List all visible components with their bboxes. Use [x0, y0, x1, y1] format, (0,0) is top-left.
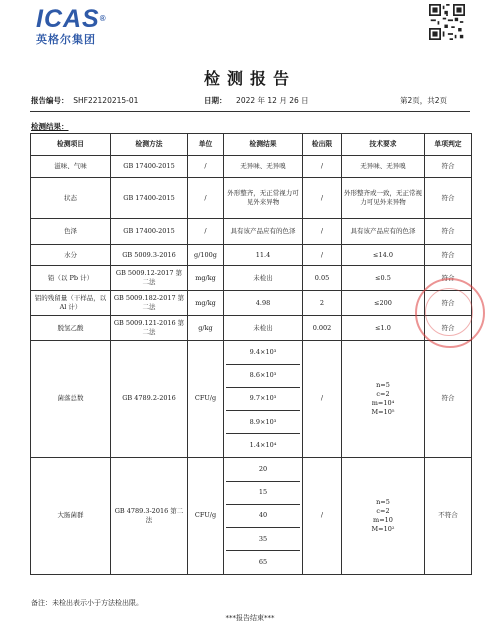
header-cell: 单位	[188, 134, 224, 156]
method-cell: GB 17400-2015	[111, 156, 188, 178]
section-label: 检测结果：	[31, 122, 69, 131]
header-cell: 检测项目	[31, 134, 111, 156]
requirement-cell: 无异味、无异嗅	[342, 156, 425, 178]
result-value: 40	[226, 504, 300, 527]
result-cell: 未检出	[224, 266, 303, 291]
requirement-cell: 外形整齐或一致，无正常视力可见外来异物	[342, 178, 425, 219]
method-cell: GB 4789.3-2016 第二法	[111, 457, 188, 574]
result-cell: 无异味、无异嗅	[224, 156, 303, 178]
verdict-cell: 符合	[425, 219, 472, 245]
item-cell: 菌落总数	[31, 341, 111, 458]
table-row	[31, 316, 472, 341]
item-cell: 色泽	[31, 219, 111, 245]
method-cell: GB 5009.3-2016	[111, 245, 188, 266]
table-row	[31, 178, 472, 219]
unit-cell: /	[188, 178, 224, 219]
result-value: 8.6×10³	[226, 364, 300, 387]
item-cell: 铅（以 Pb 计）	[31, 266, 111, 291]
footnote: 备注：未检出表示小于方法检出限。	[31, 599, 143, 607]
result-cell: 未检出	[224, 316, 303, 341]
report-date: 日期： 2022 年 12 月 26 日	[204, 96, 309, 105]
table-row-colony	[31, 341, 472, 458]
table-row	[31, 156, 472, 178]
unit-cell: CFU/g	[188, 341, 224, 458]
result-cell: 11.4	[224, 245, 303, 266]
limit-cell: /	[303, 178, 342, 219]
limit-cell: /	[303, 457, 342, 574]
logo-wordmark: ICAS®	[36, 5, 107, 33]
requirement-cell: ≤0.5	[342, 266, 425, 291]
report-end-mark: ***报告结束***	[225, 614, 275, 622]
item-cell: 脱氢乙酸	[31, 316, 111, 341]
table-row	[31, 245, 472, 266]
header-cell: 检出限	[303, 134, 342, 156]
verdict-cell: 不符合	[425, 457, 472, 574]
verdict-cell: 符合	[425, 178, 472, 219]
limit-cell: /	[303, 341, 342, 458]
table-row	[31, 291, 472, 316]
result-value: 9.4×10³	[226, 341, 300, 364]
header-cell: 检测方法	[111, 134, 188, 156]
limit-cell: 0.05	[303, 266, 342, 291]
result-cell-group	[224, 341, 303, 458]
limit-cell: /	[303, 219, 342, 245]
item-cell: 水分	[31, 245, 111, 266]
method-cell: GB 5009.182-2017 第二法	[111, 291, 188, 316]
limit-cell: 2	[303, 291, 342, 316]
result-value: 1.4×10⁴	[249, 441, 277, 450]
table-row-coliform	[31, 457, 472, 574]
requirement-cell: ≤1.0	[342, 316, 425, 341]
page-title: 检测报告	[203, 69, 296, 88]
report-number: 报告编号： SHF22120215-01	[31, 96, 139, 105]
result-cell: 4.98	[224, 291, 303, 316]
result-value: 20	[226, 458, 300, 481]
item-cell: 滋味、气味	[31, 156, 111, 178]
unit-cell: g/kg	[188, 316, 224, 341]
qr-code-icon	[429, 4, 465, 40]
verdict-cell: 符合	[425, 156, 472, 178]
page-indicator: 第2页，共2页	[400, 96, 448, 105]
seal-stamp-icon	[415, 278, 485, 348]
header-cell: 检测结果	[224, 134, 303, 156]
header-cell: 技术要求	[342, 134, 425, 156]
requirement-cell: 具有该产品应有的色泽	[342, 219, 425, 245]
method-cell: GB 17400-2015	[111, 178, 188, 219]
item-cell: 铝的残留量（干样品，以 Al 计）	[31, 291, 111, 316]
result-value: 9.7×10³	[226, 387, 300, 410]
table-header-row	[31, 134, 472, 156]
header-divider	[30, 111, 470, 112]
requirement-cell: ≤14.0	[342, 245, 425, 266]
table-row	[31, 266, 472, 291]
limit-cell: /	[303, 156, 342, 178]
item-cell: 状态	[31, 178, 111, 219]
limit-cell: /	[303, 245, 342, 266]
header-cell: 单项判定	[425, 134, 472, 156]
result-value: 35	[226, 528, 300, 551]
method-cell: GB 5009.121-2016 第二法	[111, 316, 188, 341]
method-cell: GB 17400-2015	[111, 219, 188, 245]
result-value: 65	[258, 558, 268, 567]
unit-cell: mg/kg	[188, 291, 224, 316]
results-table	[30, 133, 472, 575]
requirement-cell: n=5 c=2 m=10 M=10²	[342, 457, 425, 574]
logo-chinese-name: 英格尔集团	[36, 33, 96, 46]
verdict-cell: 符合	[425, 316, 472, 341]
result-cell: 外形整齐，无正常视力可见外来异物	[224, 178, 303, 219]
table-row	[31, 219, 472, 245]
unit-cell: mg/kg	[188, 266, 224, 291]
verdict-cell: 符合	[425, 291, 472, 316]
company-logo	[36, 6, 107, 47]
result-cell-group	[224, 457, 303, 574]
result-cell: 具有该产品应有的色泽	[224, 219, 303, 245]
requirement-cell: n=5 c=2 m=10⁴ M=10⁵	[342, 341, 425, 458]
unit-cell: g/100g	[188, 245, 224, 266]
unit-cell: /	[188, 156, 224, 178]
unit-cell: CFU/g	[188, 457, 224, 574]
verdict-cell: 符合	[425, 245, 472, 266]
result-value: 15	[226, 481, 300, 504]
item-cell: 大肠菌群	[31, 457, 111, 574]
method-cell: GB 4789.2-2016	[111, 341, 188, 458]
verdict-cell: 符合	[425, 266, 472, 291]
requirement-cell: ≤200	[342, 291, 425, 316]
limit-cell: 0.002	[303, 316, 342, 341]
unit-cell: /	[188, 219, 224, 245]
result-value: 8.9×10³	[226, 411, 300, 434]
method-cell: GB 5009.12-2017 第二法	[111, 266, 188, 291]
verdict-cell: 符合	[425, 341, 472, 458]
